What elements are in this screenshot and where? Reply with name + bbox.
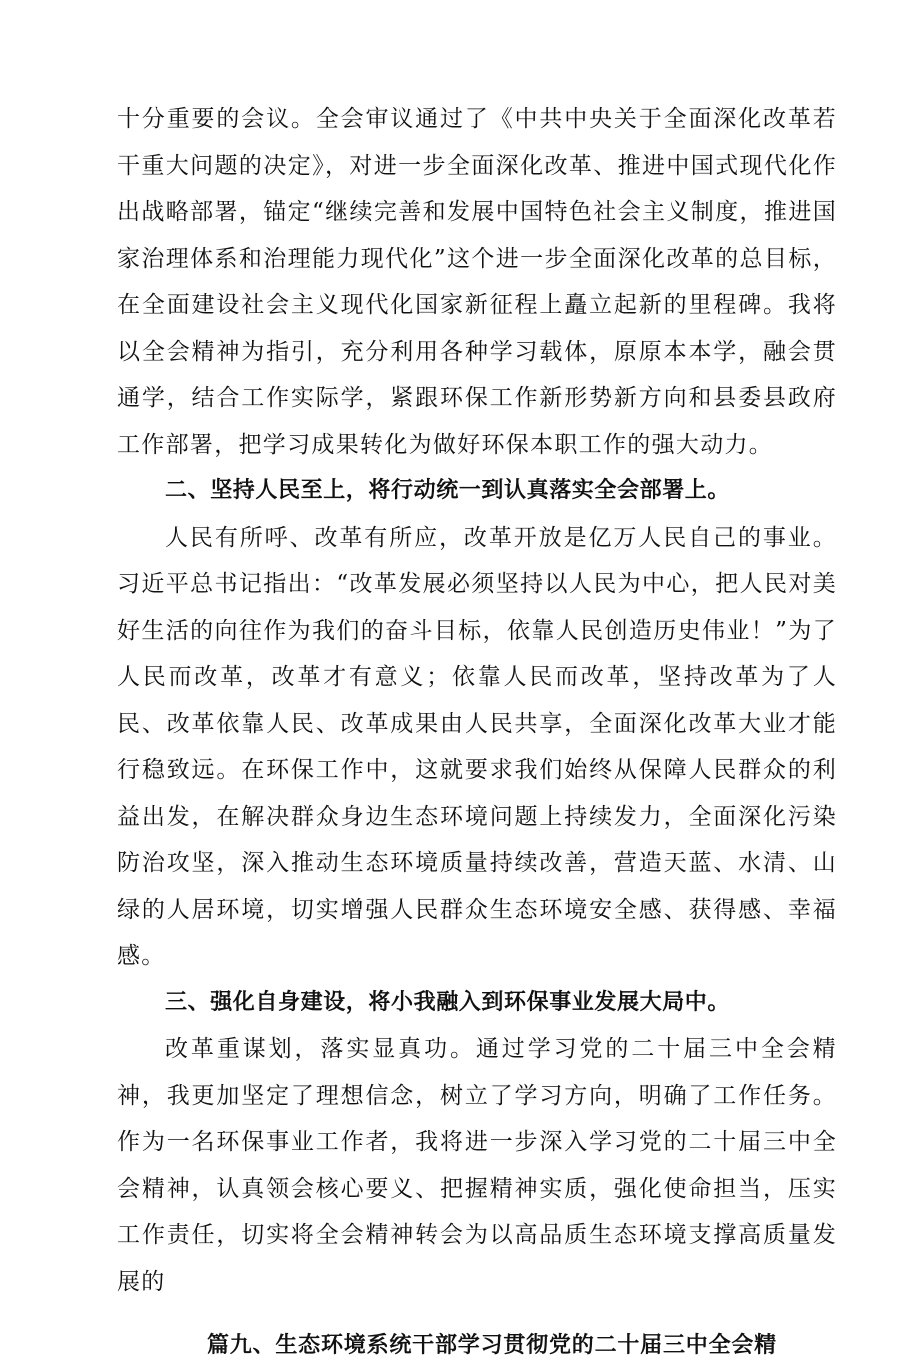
article-title: 篇九、生态环境系统干部学习贯彻党的二十届三中全会精 (206, 1333, 777, 1358)
body-paragraph: 十分重要的会议。全会审议通过了《中共中央关于全面深化改革若干重大问题的决定》，对进一步全面深化改革、推进中国式现代化作出战略部署，锚定“继续完善和发展中国特色社会主义制度，推进国家治理体系和治理能力现代化”这个进一步全面深化改革的总目标，在全面建设社会主义现代化国家新征程上矗立起新的里程碑。我将以全会精神为指引，充分利用各种学习载体，原原本本学，融会贯通学，结合工作实际学，紧跟环保工作新形势新方向和县委县政府工作部署，把学习成果转化为做好环保本职工作的强大动力。 (117, 106, 837, 458)
body-paragraph: 改革重谋划，落实显真功。通过学习党的二十届三中全会精神，我更加坚定了理想信念，树立了学习方向，明确了工作任务。作为一名环保事业工作者，我将进一步深入学习党的二十届三中全会精神，认真领会核心要义、把握精神实质，强化使命担当，压实工作责任，切实将全会精神转会为以高品质生态环境支撑高质量发展的 (117, 1036, 837, 1295)
body-paragraph: 人民有所呼、改革有所应，改革开放是亿万人民自己的事业。习近平总书记指出：“改革发展必须坚持以人民为中心，把人民对美好生活的向往作为我们的奋斗目标，依靠人民创造历史伟业！”为了人民而改革，改革才有意义；依靠人民而改革，坚持改革为了人民、改革依靠人民、改革成果由人民共享，全面深化改革大业才能行稳致远。在环保工作中，这就要求我们始终从保障人民群众的利益出发，在解决群众身边生态环境问题上持续发力，全面深化污染防治攻坚，深入推动生态环境质量持续改善，营造天蓝、水清、山绿的人居环境，切实增强人民群众生态环境安全感、获得感、幸福感。 (117, 524, 837, 969)
section-heading: 三、强化自身建设，将小我融入到环保事业发展大局中。 (165, 989, 731, 1015)
document-page (117, 96, 837, 1370)
section-heading: 二、坚持人民至上，将行动统一到认真落实全会部署上。 (165, 478, 731, 503)
